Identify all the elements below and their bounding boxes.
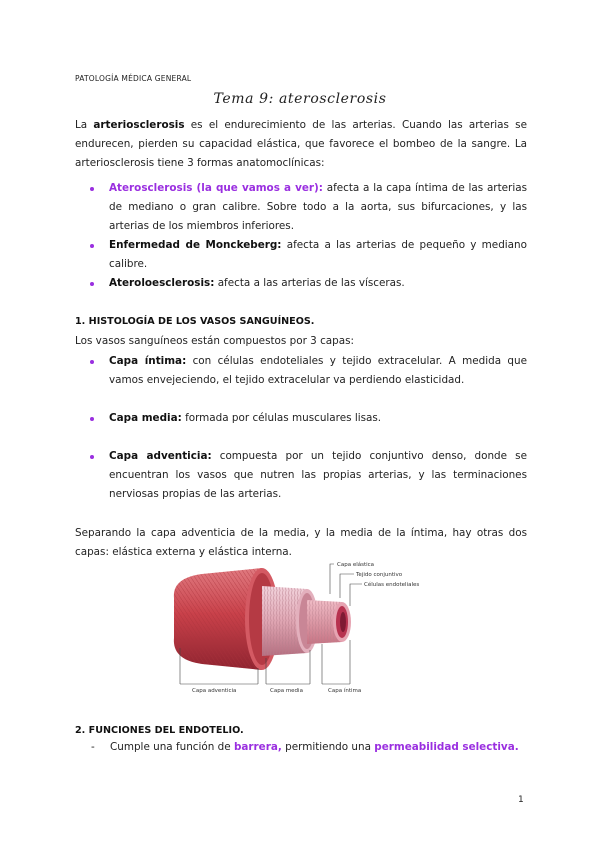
bullet-icon: [90, 187, 94, 191]
layer-term: Capa adventicia:: [109, 450, 212, 462]
list-item: [90, 447, 527, 504]
bullet-icon: [90, 455, 94, 459]
bullet-icon: [90, 360, 94, 364]
separating-paragraph: Separando la capa adventicia de la media, y la media de la íntima, hay otras dos capas: elástica externa y elástica interna.: [75, 527, 527, 558]
layer-text: compuesta por un tejido conjuntivo denso, donde se encuentran los vasos que nutren las propias arterias, y las terminaciones nerviosas propias de las arterias.: [109, 450, 527, 500]
leader-lines-right: [330, 564, 362, 606]
list-item: [90, 409, 527, 428]
form-text: afecta a la capa íntima de las arterias de mediano o gran calibre. Sobre todo a la aorta, sus bifurcaciones, y las arterias de los miembros inferiores.: [109, 182, 527, 232]
bullet-icon: [90, 417, 94, 421]
layer-text: formada por células musculares lisas.: [185, 412, 382, 424]
bullet-icon: [90, 244, 94, 248]
page-title: Tema 9: aterosclerosis: [213, 91, 387, 107]
page-number: 1: [518, 795, 524, 805]
label-elastic: Capa elástica: [337, 562, 375, 568]
course-header: PATOLOGÍA MÉDICA GENERAL: [75, 74, 192, 83]
layer-term: Capa media:: [109, 412, 182, 424]
highlight-permeability: permeabilidad selectiva.: [374, 741, 519, 753]
label-adventitia: Capa adventicia: [192, 688, 237, 694]
highlight-barrier: barrera,: [233, 741, 282, 753]
section-heading-histology: 1. HISTOLOGÍA DE LOS VASOS SANGUÍNEOS.: [75, 316, 315, 327]
artery-illustration: [162, 558, 442, 698]
intro-term: arteriosclerosis: [93, 119, 185, 131]
form-term: Enfermedad de Monckeberg:: [109, 239, 282, 251]
list-item: [90, 236, 527, 274]
endothelium-function: [91, 738, 527, 757]
function-text: permitiendo una: [285, 741, 371, 753]
form-term: Ateroloesclerosis:: [109, 277, 215, 289]
bullet-icon: [90, 282, 94, 286]
artery-layers-figure: [162, 558, 442, 698]
intro-word: La: [75, 119, 88, 131]
layer-term: Capa íntima:: [109, 355, 187, 367]
list-item: [90, 274, 527, 293]
dash-marker: -: [91, 741, 95, 753]
label-connective: Tejido conjuntivo: [356, 572, 403, 578]
label-endothelial: Células endoteliales: [364, 582, 420, 588]
list-item: [90, 179, 527, 236]
label-intima: Capa íntima: [328, 688, 362, 694]
section-heading-endothelium: 2. FUNCIONES DEL ENDOTELIO.: [75, 725, 244, 736]
list-item: [90, 352, 527, 390]
form-text: afecta a las arterias de las vísceras.: [217, 277, 405, 289]
intro-text: es el endurecimiento de las arterias. Cuando las arterias se endurecen, pierden su capacidad elástica, que favorece el bombeo de la sangre. La arteriosclerosis tiene 3 formas anatomoclínicas:: [75, 119, 527, 169]
layers-intro: Los vasos sanguíneos están compuestos por 3 capas:: [75, 335, 355, 347]
list-item: [91, 738, 527, 757]
layers-list: [90, 352, 527, 504]
intima-layer: [307, 600, 351, 644]
form-term: Aterosclerosis (la que vamos a ver):: [109, 182, 323, 194]
label-media: Capa media: [270, 688, 303, 694]
function-text: Cumple una función de: [110, 741, 231, 753]
layer-text: con células endoteliales y tejido extracelular. A medida que vamos envejeciendo, el tejido extracelular va perdiendo elasticidad.: [109, 355, 527, 386]
intro-paragraph: [75, 116, 527, 173]
form-text: afecta a las arterias de pequeño y mediano calibre.: [109, 239, 527, 270]
forms-list: [90, 179, 527, 293]
